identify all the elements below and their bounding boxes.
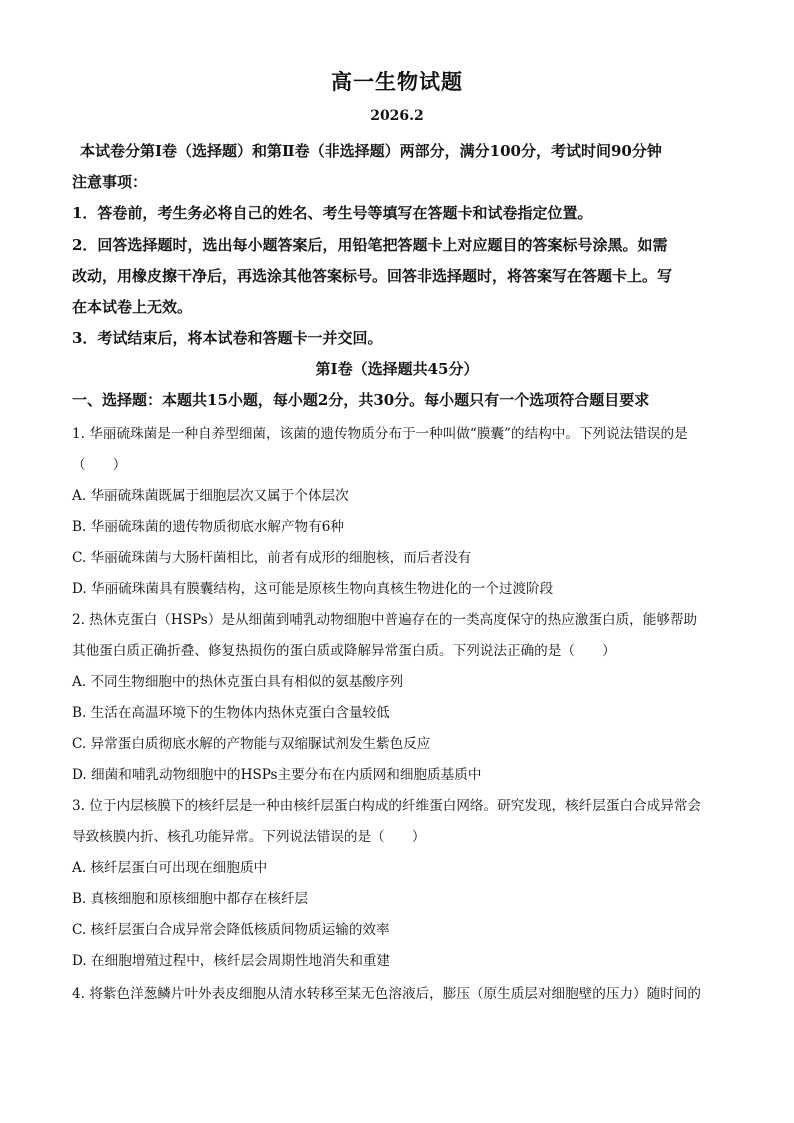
question-1-option-d: D. 华丽硫珠菌具有膜囊结构，这可能是原核生物向真核生物进化的一个过渡阶段 xyxy=(72,581,554,597)
question-3-option-b: B. 真核细胞和原核细胞中都存在核纤层 xyxy=(72,891,309,907)
question-2-option-c: C. 异常蛋白质彻底水解的产物能与双缩脲试剂发生紫色反应 xyxy=(72,736,431,752)
question-1-option-a: A. 华丽硫珠菌既属于细胞层次又属于个体层次 xyxy=(72,488,349,504)
notice-item-1: 1．答卷前，考生务必将自己的姓名、考生号等填写在答题卡和试卷指定位置。 xyxy=(72,204,593,222)
notice-item-2a: 2．回答选择题时，选出每小题答案后，用铅笔把答题卡上对应题目的答案标号涂黑。如需 xyxy=(72,236,668,254)
question-2-option-b: B. 生活在高温环境下的生物体内热休克蛋白含量较低 xyxy=(72,705,390,721)
question-3-option-c: C. 核纤层蛋白合成异常会降低核质间物质运输的效率 xyxy=(72,922,390,938)
question-1-option-c: C. 华丽硫珠菌与大肠杆菌相比，前者有成形的细胞核，而后者没有 xyxy=(72,550,472,566)
section-title: 第Ⅰ卷（选择题共45分） xyxy=(315,360,479,378)
notice-item-3: 3．考试结束后，将本试卷和答题卡一并交回。 xyxy=(72,329,383,347)
notice-item-2b: 改动，用橡皮擦干净后，再选涂其他答案标号。回答非选择题时，将答案写在答题卡上。写 xyxy=(72,267,673,285)
question-4-stem: 4. 将紫色洋葱鳞片叶外表皮细胞从清水转移至某无色溶液后，膨压（原生质层对细胞壁的压力）随时间的 xyxy=(72,986,702,1002)
exam-date: 2026.2 xyxy=(370,108,424,124)
question-1-bracket: （ ） xyxy=(72,457,127,473)
part-heading: 一、选择题：本题共15小题，每小题2分，共30分。每小题只有一个选项符合题目要求 xyxy=(72,391,650,409)
question-3-stem-cont: 导致核膜内折、核孔功能异常。下列说法错误的是（ ） xyxy=(72,829,426,845)
question-2-stem: 2. 热休克蛋白（HSPs）是从细菌到哺乳动物细胞中普遍存在的一类高度保守的热应激蛋白质，能够帮助 xyxy=(72,612,698,628)
notice-item-2c: 在本试卷上无效。 xyxy=(72,298,193,316)
page-title: 高一生物试题 xyxy=(331,69,463,94)
question-3-stem: 3. 位于内层核膜下的核纤层是一种由核纤层蛋白构成的纤维蛋白网络。研究发现，核纤层蛋白合成异常会 xyxy=(72,798,702,814)
question-1-stem: 1. 华丽硫珠菌是一种自养型细菌，该菌的遗传物质分布于一种叫做“膜囊”的结构中。下列说法错误的是 xyxy=(72,426,688,442)
question-2-stem-cont: 其他蛋白质正确折叠、修复热损伤的蛋白质或降解异常蛋白质。下列说法正确的是（ ） xyxy=(72,643,616,659)
question-3-option-d: D. 在细胞增殖过程中，核纤层会周期性地消失和重建 xyxy=(72,953,391,969)
notice-title: 注意事项： xyxy=(72,173,148,191)
question-2-option-a: A. 不同生物细胞中的热休克蛋白具有相似的氨基酸序列 xyxy=(72,674,404,690)
question-1-option-b: B. 华丽硫珠菌的遗传物质彻底水解产物有6种 xyxy=(72,519,344,535)
question-3-option-a: A. 核纤层蛋白可出现在细胞质中 xyxy=(72,860,268,876)
intro-line: 本试卷分第Ⅰ卷（选择题）和第Ⅱ卷（非选择题）两部分，满分100分，考试时间90分钟 xyxy=(80,142,662,160)
question-2-option-d: D. 细菌和哺乳动物细胞中的HSPs主要分布在内质网和细胞质基质中 xyxy=(72,767,482,783)
